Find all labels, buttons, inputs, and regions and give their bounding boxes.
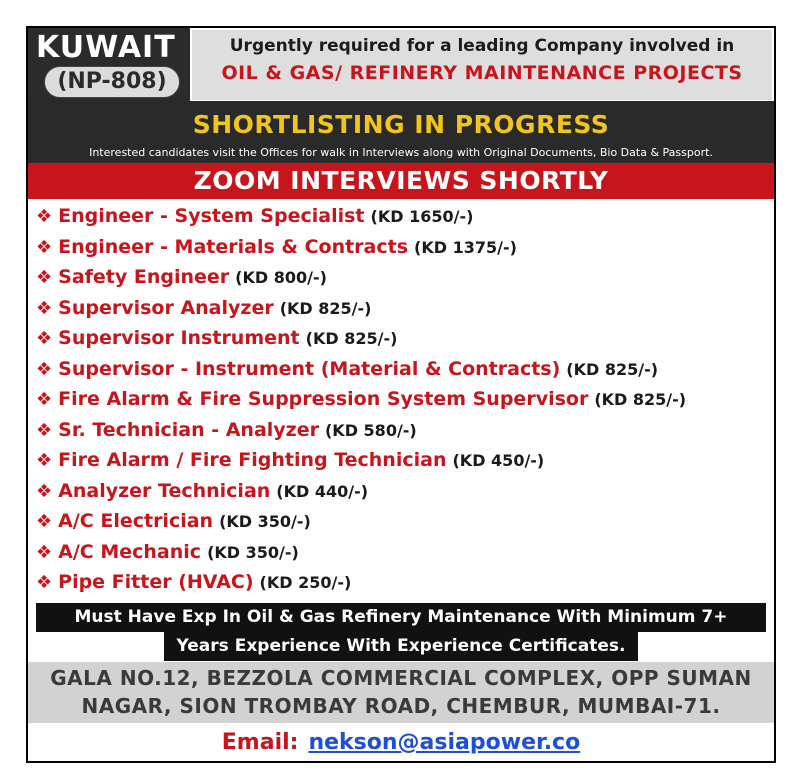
job-item bbox=[36, 477, 368, 505]
job-salary: (KD 825/-) bbox=[566, 359, 659, 379]
job-title: Safety Engineer bbox=[58, 266, 230, 288]
job-title: Supervisor Analyzer bbox=[58, 296, 274, 319]
job-item bbox=[36, 324, 397, 352]
diamond-bullet-icon: ❖ bbox=[36, 358, 53, 380]
job-title: A/C Electrician bbox=[58, 510, 214, 532]
job-title: Pipe Fitter (HVAC) bbox=[58, 571, 254, 593]
diamond-bullet-icon: ❖ bbox=[36, 267, 53, 288]
job-title: A/C Mechanic bbox=[58, 540, 202, 563]
job-title: Analyzer Technician bbox=[58, 479, 271, 502]
diamond-bullet-icon: ❖ bbox=[36, 206, 53, 227]
job-item bbox=[36, 355, 658, 383]
job-title: Engineer - Materials & Contracts bbox=[58, 235, 409, 258]
diamond-bullet-icon: ❖ bbox=[36, 572, 53, 593]
job-item bbox=[36, 416, 417, 444]
header-project-type: OIL & GAS/ REFINERY MAINTENANCE PROJECTS bbox=[221, 62, 743, 84]
email-link[interactable]: nekson@asiapower.co bbox=[308, 730, 581, 755]
zoom-heading: ZOOM INTERVIEWS SHORTLY bbox=[193, 166, 609, 195]
job-title: Engineer - System Specialist bbox=[58, 205, 365, 227]
diamond-bullet-icon: ❖ bbox=[36, 236, 53, 258]
shortlisting-heading: SHORTLISTING IN PROGRESS bbox=[192, 110, 610, 139]
job-title: Fire Alarm & Fire Suppression System Supervisor bbox=[58, 388, 589, 410]
diamond-bullet-icon: ❖ bbox=[36, 419, 53, 441]
job-item bbox=[36, 294, 371, 322]
job-salary: (KD 825/-) bbox=[305, 329, 398, 348]
diamond-bullet-icon: ❖ bbox=[36, 541, 53, 563]
job-salary: (KD 440/-) bbox=[276, 481, 369, 501]
job-salary: (KD 450/-) bbox=[452, 451, 545, 470]
diamond-bullet-icon: ❖ bbox=[36, 480, 53, 502]
diamond-bullet-icon: ❖ bbox=[36, 297, 53, 319]
requirement-line-2: Years Experience With Experience Certificates. bbox=[176, 636, 626, 656]
diamond-bullet-icon: ❖ bbox=[36, 389, 53, 410]
header-intro: Urgently required for a leading Company involved in bbox=[229, 36, 735, 56]
country-title: KUWAIT bbox=[36, 30, 176, 65]
job-title: Supervisor Instrument bbox=[58, 327, 300, 349]
job-title: Fire Alarm / Fire Fighting Technician bbox=[58, 449, 447, 471]
job-item bbox=[36, 446, 544, 474]
reference-code-badge: (NP-808) bbox=[44, 66, 180, 98]
walk-in-note: Interested candidates visit the Offices for walk in Interviews along with Original Documents, Bio Data & Passport. bbox=[89, 146, 713, 159]
job-salary: (KD 825/-) bbox=[279, 298, 372, 318]
diamond-bullet-icon: ❖ bbox=[36, 450, 53, 471]
address-line-2: NAGAR, SION TROMBAY ROAD, CHEMBUR, MUMBAI-71. bbox=[81, 694, 721, 718]
job-item bbox=[36, 568, 351, 596]
diamond-bullet-icon: ❖ bbox=[36, 328, 53, 349]
job-title: Sr. Technician - Analyzer bbox=[58, 418, 319, 441]
job-salary: (KD 250/-) bbox=[259, 573, 352, 592]
job-item bbox=[36, 538, 299, 566]
diamond-bullet-icon: ❖ bbox=[36, 511, 53, 532]
job-salary: (KD 350/-) bbox=[207, 542, 299, 562]
address-line-1: GALA NO.12, BEZZOLA COMMERCIAL COMPLEX, OPP SUMAN bbox=[50, 666, 752, 690]
job-salary: (KD 800/-) bbox=[235, 268, 327, 287]
job-item bbox=[36, 507, 311, 535]
job-salary: (KD 350/-) bbox=[219, 512, 311, 531]
requirement-line-1: Must Have Exp In Oil & Gas Refinery Maintenance With Minimum 7+ bbox=[74, 607, 728, 627]
contact-row bbox=[28, 728, 774, 758]
job-salary: (KD 1650/-) bbox=[370, 207, 474, 226]
job-item bbox=[36, 385, 686, 413]
job-salary: (KD 580/-) bbox=[324, 420, 417, 440]
job-salary: (KD 825/-) bbox=[594, 390, 687, 409]
email-label: Email: bbox=[221, 730, 299, 755]
job-item bbox=[36, 263, 327, 291]
job-salary: (KD 1375/-) bbox=[414, 237, 517, 257]
job-title: Supervisor - Instrument (Material & Contracts) bbox=[58, 357, 561, 380]
job-item bbox=[36, 202, 473, 230]
job-item bbox=[36, 233, 517, 261]
